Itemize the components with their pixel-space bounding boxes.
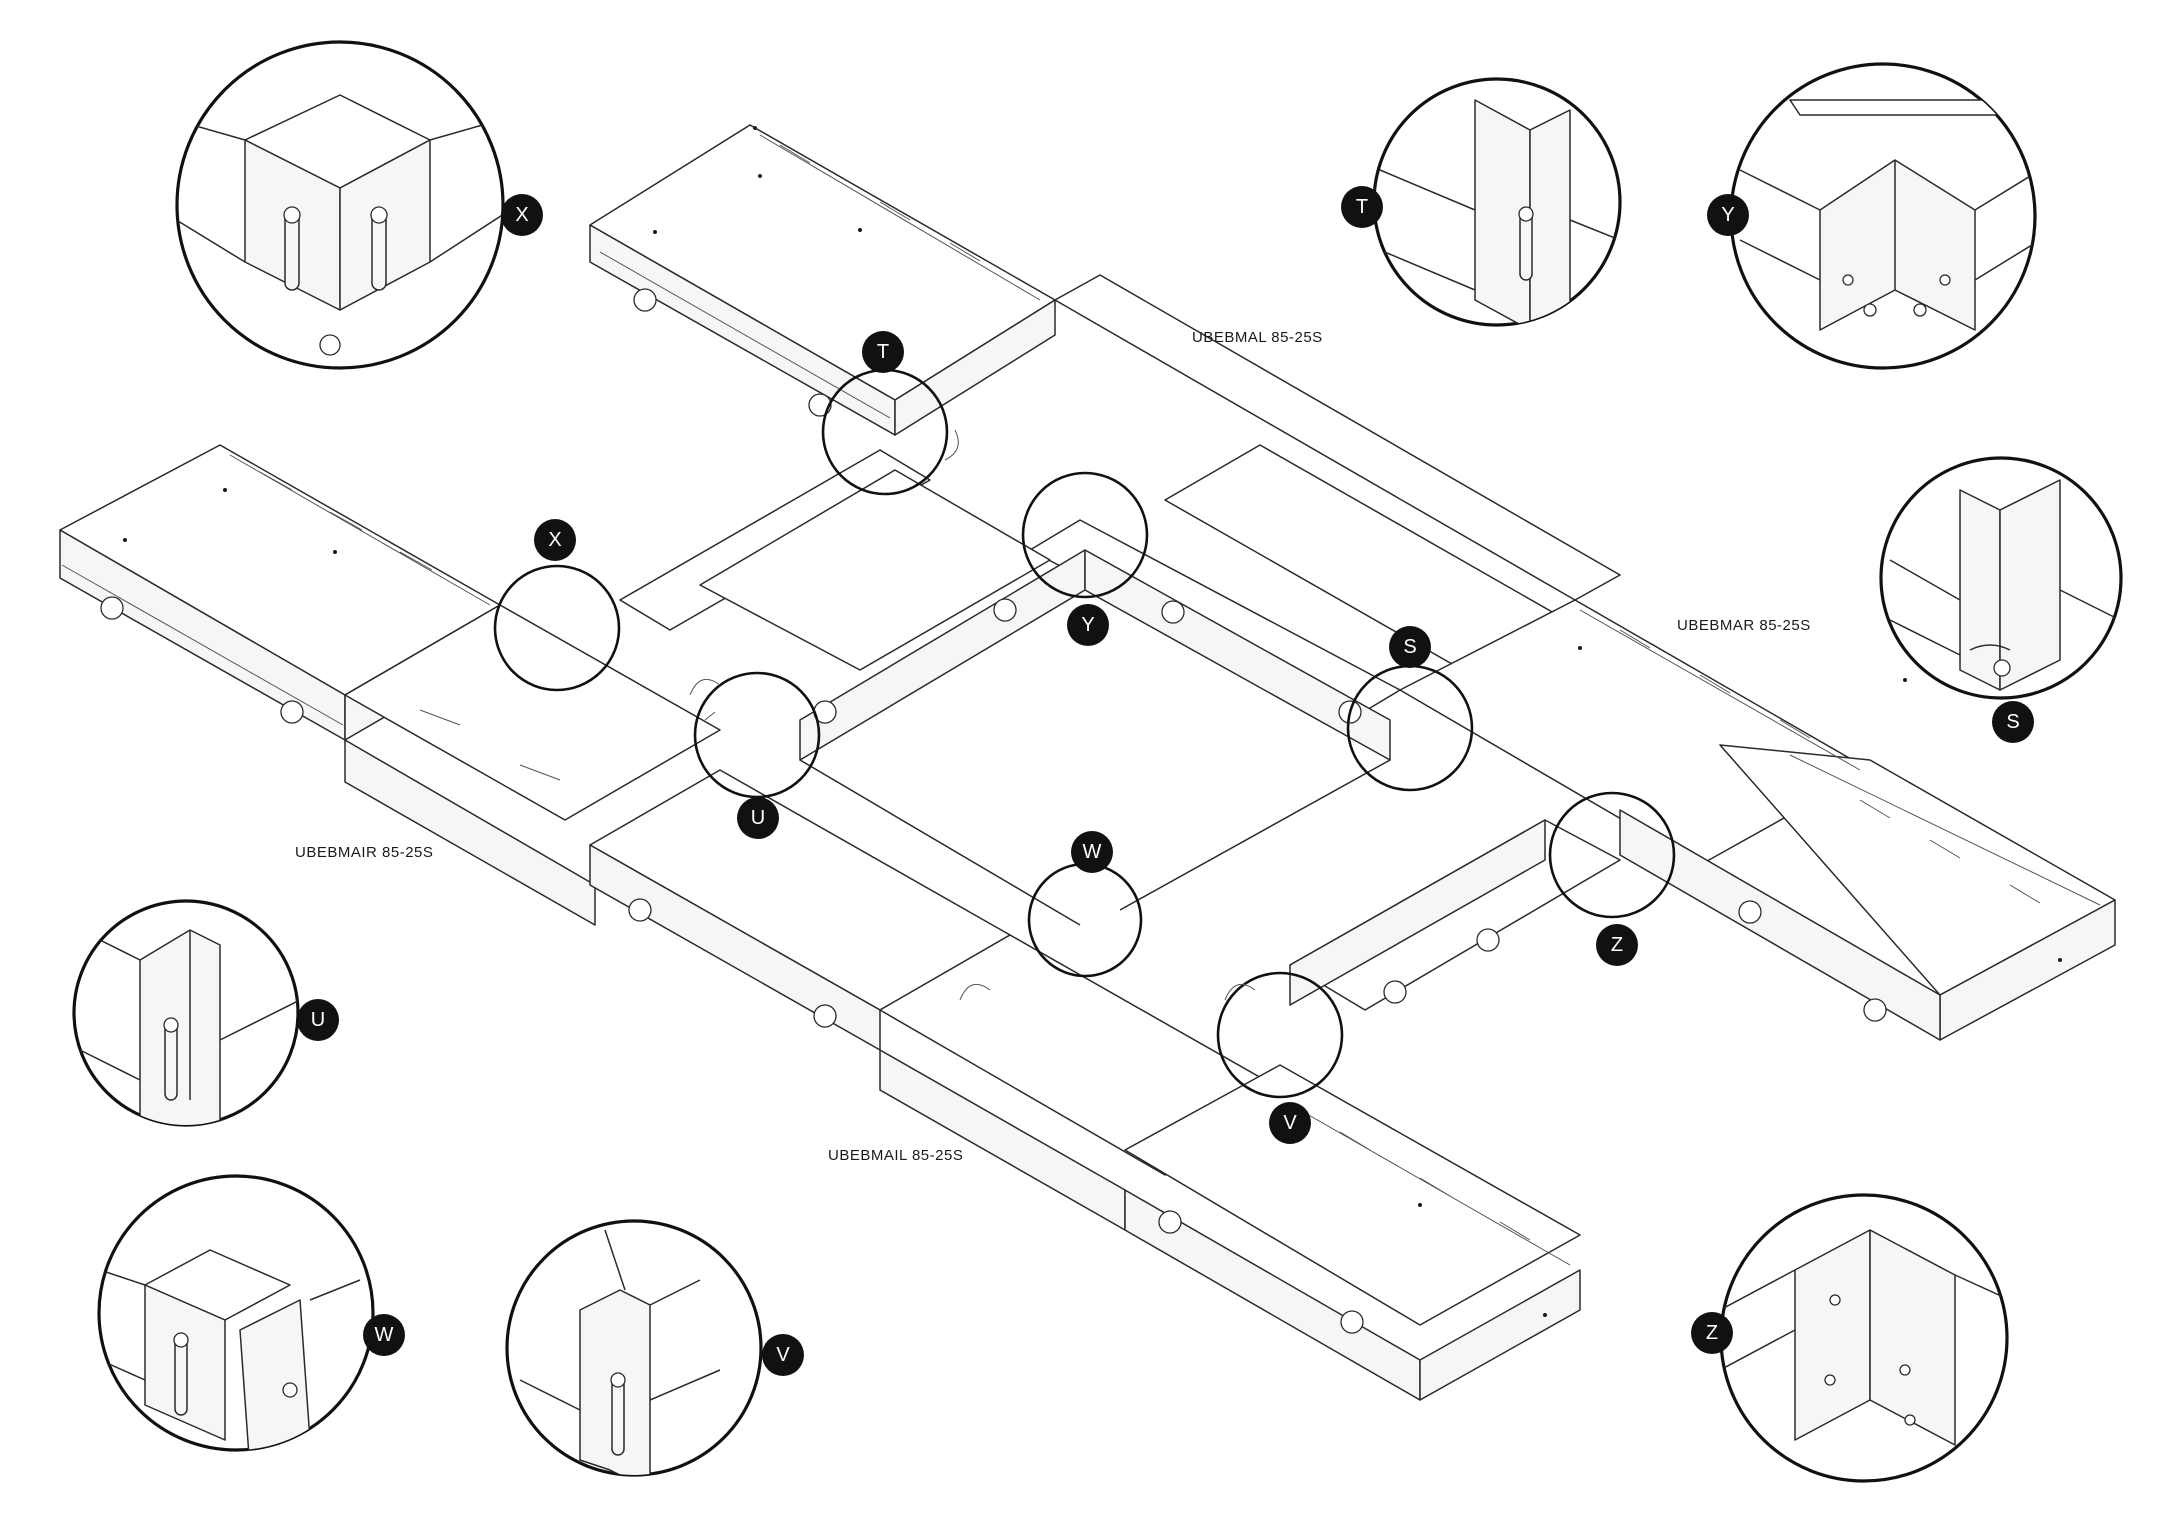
svg-text:S: S <box>2006 711 2020 733</box>
detail-w <box>99 1176 373 1470</box>
detail-x <box>160 42 510 368</box>
box-upper-arm <box>590 125 1055 435</box>
marker-x <box>534 519 576 561</box>
marker-z-detail <box>1691 1312 1733 1354</box>
box-lower-right-link <box>1290 820 1620 1010</box>
marker-t <box>862 331 904 373</box>
svg-text:Z: Z <box>1610 934 1624 956</box>
marker-s-detail <box>1992 701 2034 743</box>
svg-text:Z: Z <box>1705 1322 1719 1344</box>
label-top-part: UBEBMAL 85-25S <box>1192 329 1323 346</box>
svg-text:X: X <box>548 529 562 551</box>
marker-w <box>1071 831 1113 873</box>
svg-text:U: U <box>750 807 766 829</box>
label-bottom-part: UBEBMAIL 85-25S <box>828 1147 964 1164</box>
marker-y-detail <box>1707 194 1749 236</box>
svg-text:X: X <box>515 204 529 226</box>
marker-u-detail <box>297 999 339 1041</box>
marker-y <box>1067 604 1109 646</box>
marker-v <box>1269 1102 1311 1144</box>
marker-u <box>737 797 779 839</box>
box-bottom-arm <box>880 935 1580 1400</box>
detail-t <box>1374 79 1620 330</box>
svg-text:U: U <box>310 1009 326 1031</box>
svg-text:T: T <box>876 341 890 363</box>
svg-text:S: S <box>1403 636 1417 658</box>
marker-s <box>1389 626 1431 668</box>
detail-v <box>507 1221 761 1490</box>
svg-text:V: V <box>776 1344 790 1366</box>
svg-text:Y: Y <box>1081 614 1095 636</box>
svg-text:V: V <box>1283 1112 1297 1134</box>
svg-text:W: W <box>374 1324 394 1346</box>
svg-text:Y: Y <box>1721 204 1735 226</box>
svg-text:W: W <box>1082 841 1102 863</box>
marker-v-detail <box>762 1334 804 1376</box>
marker-w-detail <box>363 1314 405 1356</box>
marker-x-detail <box>501 194 543 236</box>
detail-u <box>74 901 300 1150</box>
label-left-part: UBEBMAIR 85-25S <box>295 844 434 861</box>
svg-text:T: T <box>1355 196 1369 218</box>
marker-z <box>1596 924 1638 966</box>
detail-z <box>1720 1195 2010 1481</box>
marker-t-detail <box>1341 186 1383 228</box>
label-right-part: UBEBMAR 85-25S <box>1677 617 1811 634</box>
detail-s <box>1881 458 2121 698</box>
detail-y <box>1731 64 2040 368</box>
